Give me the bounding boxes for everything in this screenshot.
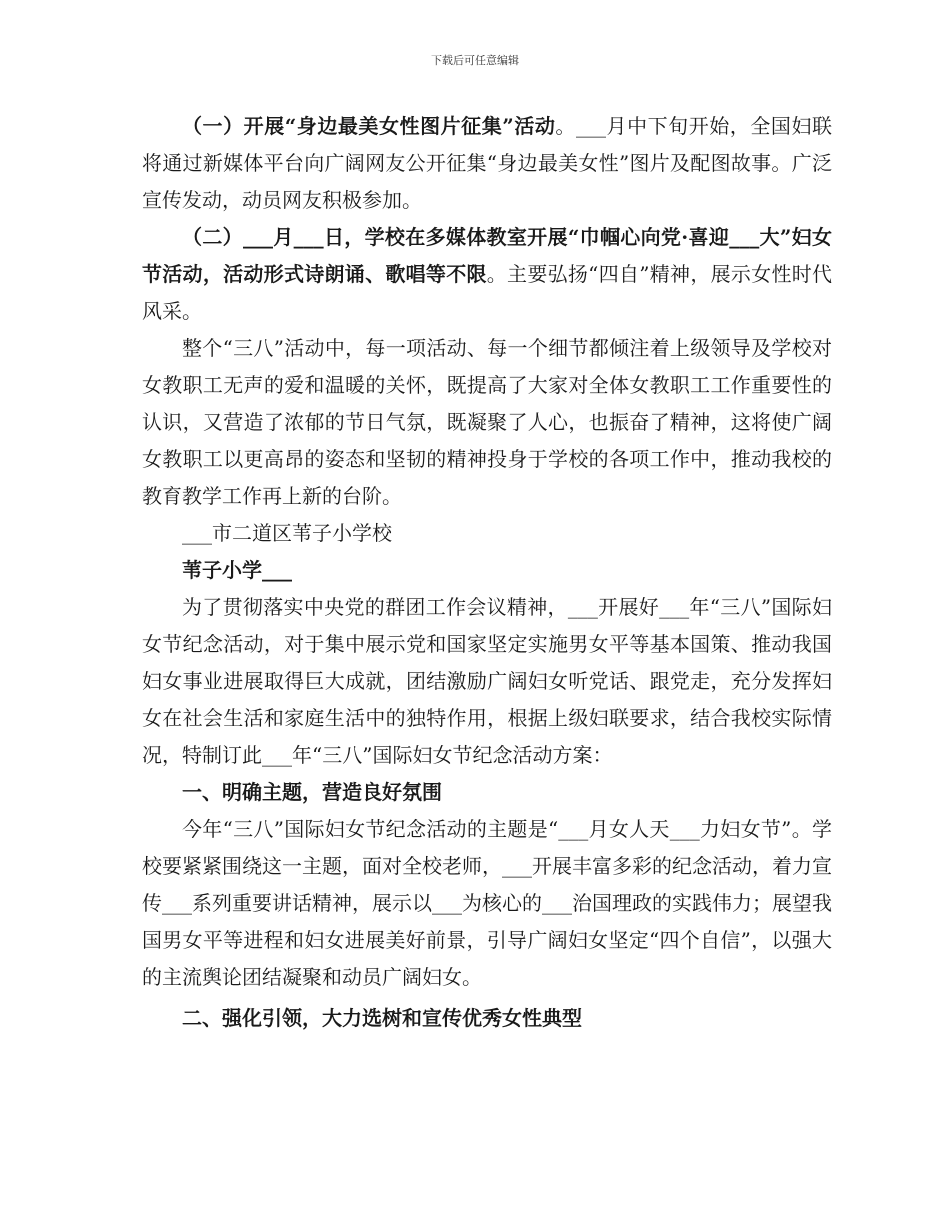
paragraph-intro: 为了贯彻落实中央党的群团工作会议精神，___开展好___年“三八”国际妇女节纪念活动，对于集中展示党和国家坚定实施男女平等基本国策、推动我国妇女事业进展取得巨大成就，团结激励广阔妇女听党话、跟党走，充分发挥妇女在社会生活和家庭生活中的独特作用，根据上级妇联要求，结合我校实际情况，特制订此___年“三八”国际妇女节纪念活动方案： bbox=[142, 595, 832, 767]
section-heading-one: 一、明确主题，营造良好氛围 bbox=[182, 780, 442, 804]
activity-one-text: 。___月中下旬开始，全国妇联将通过新媒体平台向广阔网友公开征集“身边最美女性”图片及配图故事。广泛宣传发动，动员网友积极参加。 bbox=[142, 114, 832, 212]
page-header: 下载后可任意编辑 bbox=[431, 54, 519, 67]
activity-two-text: 。主要弘扬“四自”精神，展示女性时代风采。 bbox=[142, 262, 833, 323]
document-body bbox=[142, 108, 832, 1037]
activity-two-title: （二）___月___日，学校在多媒体教室开展“巾帼心向党·喜迎___大”妇女节活动，活动形式诗朗诵、歌唱等不限 bbox=[142, 225, 832, 286]
activity-one-title: （一）开展“身边最美女性图片征集”活动 bbox=[182, 114, 556, 138]
school-name: ___市二道区苇子小学校 bbox=[182, 521, 392, 545]
paragraph-summary: 整个“三八”活动中，每一项活动、每一个细节都倾注着上级领导及学校对女教职工无声的爱和温暖的关怀，既提高了大家对全体女教职工工作重要性的认识，又营造了浓郁的节日气氛，既凝聚了人心，也振奋了精神，这将使广阔女教职工以更高昂的姿态和坚韧的精神投身于学校的各项工作中，推动我校的教育教学工作再上新的台阶。 bbox=[142, 336, 832, 508]
paragraph-activity-one bbox=[142, 108, 832, 219]
school-short-title: 苇子小学___ bbox=[182, 558, 292, 582]
section-heading-two: 二、强化引领，大力选树和宣传优秀女性典型 bbox=[182, 1006, 582, 1030]
paragraph-activity-two bbox=[142, 219, 832, 330]
paragraph-theme: 今年“三八”国际妇女节纪念活动的主题是“___月女人天___力妇女节”。学校要紧紧围绕这一主题，面对全校老师，___开展丰富多彩的纪念活动，着力宣传___系列重要讲话精神，展示以___为核心的___治国理政的实践伟力；展望我国男女平等进程和妇女进展美好前景，引导广阔妇女坚定“四个自信”，以强大的主流舆论团结凝聚和动员广阔妇女。 bbox=[142, 817, 832, 989]
